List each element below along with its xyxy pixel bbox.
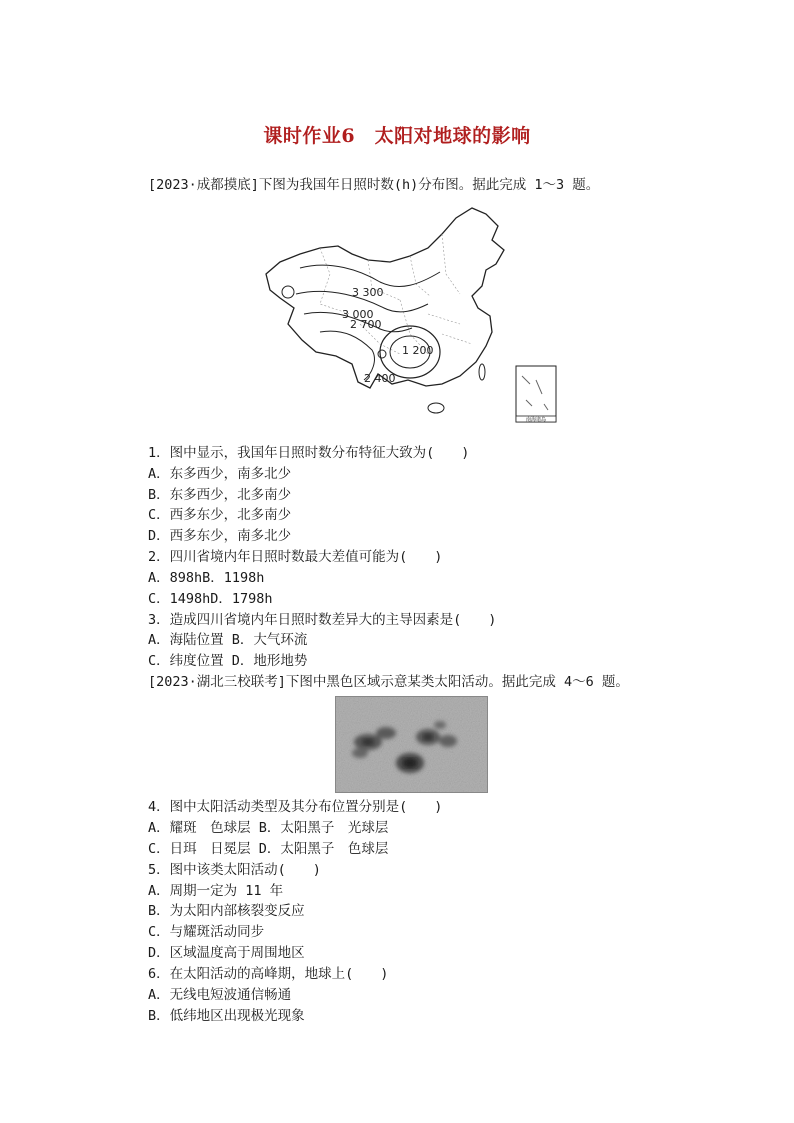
q4-stem: 4．图中太阳活动类型及其分布位置分别是( ) [148, 799, 443, 815]
q6-stem: 6．在太阳活动的高峰期，地球上( ) [148, 966, 389, 982]
q6-option-b: B．低纬地区出现极光现象 [148, 1008, 305, 1024]
contour-label: 3 000 [342, 308, 374, 321]
q5-option-b: B．为太阳内部核裂变反应 [148, 903, 305, 919]
page-title: 课时作业6 太阳对地球的影响 [263, 125, 531, 147]
contour-label: 1 200 [402, 344, 434, 357]
q2-options-ab: A．898hB．1198h [148, 570, 265, 586]
q5-option-c: C．与耀斑活动同步 [148, 924, 265, 940]
q6-option-a: A．无线电短波通信畅通 [148, 987, 292, 1003]
contour-label: 2 400 [364, 372, 396, 385]
china-sunshine-map [260, 204, 560, 426]
intro-text-2: [2023·湖北三校联考]下图中黑色区域示意某类太阳活动。据此完成 4～6 题。 [148, 674, 629, 690]
intro-text-1: [2023·成都摸底]下图为我国年日照时数(h)分布图。据此完成 1～3 题。 [148, 177, 600, 193]
q1-option-a: A．东多西少，南多北少 [148, 466, 292, 482]
china-map-figure [260, 204, 560, 426]
q3-stem: 3．造成四川省境内年日照时数差异大的主导因素是( ) [148, 612, 497, 628]
q3-options-cd: C．纬度位置 D．地形地势 [148, 653, 308, 669]
q2-stem: 2．四川省境内年日照时数最大差值可能为( ) [148, 549, 443, 565]
q4-options-cd: C．日珥 日冕层 D．太阳黑子 色球层 [148, 841, 389, 857]
q1-option-d: D．西多东少，南多北少 [148, 528, 292, 544]
q5-option-a: A．周期一定为 11 年 [148, 883, 284, 899]
china-outline [266, 208, 504, 388]
inset-label: 南海诸岛 [525, 417, 547, 423]
q5-stem: 5．图中该类太阳活动( ) [148, 862, 321, 878]
q1-option-b: B．东多西少，北多南少 [148, 487, 292, 503]
contour-label: 2 700 [350, 318, 382, 331]
q4-options-ab: A．耀斑 色球层 B．太阳黑子 光球层 [148, 820, 389, 836]
contour-label: 3 300 [352, 286, 384, 299]
sunspot-image [335, 696, 488, 793]
q1-stem: 1．图中显示，我国年日照时数分布特征大致为( ) [148, 445, 470, 461]
q5-option-d: D．区域温度高于周围地区 [148, 945, 305, 961]
q2-options-cd: C．1498hD．1798h [148, 591, 273, 607]
q1-option-c: C．西多东少，北多南少 [148, 507, 292, 523]
q3-options-ab: A．海陆位置 B．大气环流 [148, 632, 308, 648]
